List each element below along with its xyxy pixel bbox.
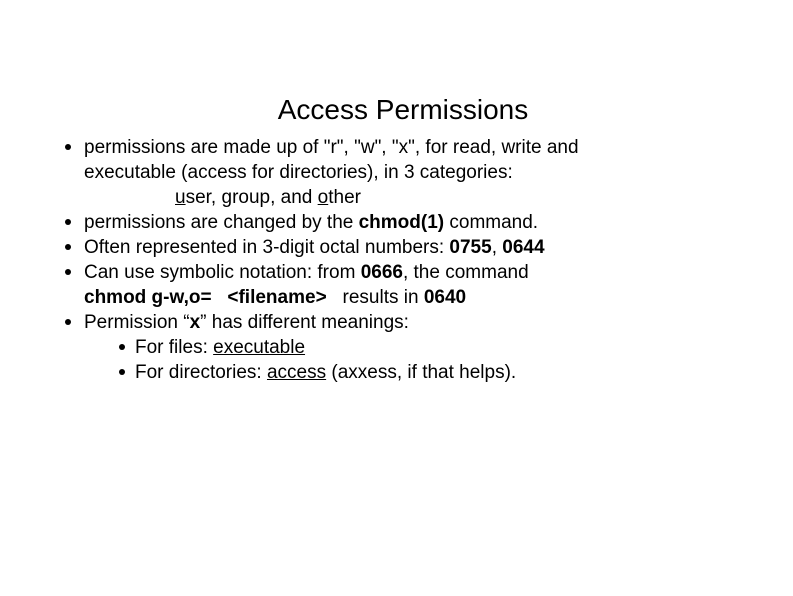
bullet-item-chmod [84,210,579,235]
text: command. [444,212,539,233]
command-name: chmod(1) [358,212,445,233]
permission-letter: x [189,312,201,333]
octal-value: 0644 [502,237,545,258]
command-example: chmod g-w,o= <filename> [84,287,327,308]
underlined-letter: g [221,187,233,208]
text: , the command [402,262,529,283]
bullet-dot-icon [119,344,125,350]
bullet-item-x-meaning [84,310,579,335]
underlined-term: access [266,362,327,383]
octal-value: 0755 [449,237,492,258]
text: ” has different meanings: [200,312,409,333]
text: ther [328,187,361,208]
underlined-letter: o [317,187,329,208]
text: , [491,237,503,258]
bullet-dot-icon [65,244,71,250]
underlined-letter: u [175,187,186,208]
text: For directories: [135,362,267,383]
text: roup, and [232,187,318,208]
text: ser, [185,187,222,208]
bullet-dot-icon [65,319,71,325]
text: permissions are changed by the [84,212,359,233]
octal-value: 0640 [423,287,467,308]
sub-bullet-directories [135,360,579,385]
bullet-list [84,135,579,385]
bullet-line [84,260,579,285]
text: For files: [135,337,214,358]
text: Can use symbolic notation: from [84,262,361,283]
slide-title: Access Permissions [277,94,529,125]
bullet-dot-icon [65,144,71,150]
bullet-dot-icon [65,219,71,225]
bullet-line [84,285,579,310]
sub-bullet-files [135,335,579,360]
bullet-line: executable (access for directories), in 3 categories: [84,162,513,183]
bullet-item-octal [84,235,579,260]
text: Permission “ [84,312,190,333]
octal-value: 0666 [360,262,403,283]
text: Often represented in 3-digit octal numbers: [84,237,450,258]
categories-line [84,185,579,210]
text: results in [326,287,424,308]
text: (axxess, if that helps). [326,362,517,383]
bullet-dot-icon [65,269,71,275]
bullet-dot-icon [119,369,125,375]
bullet-item-permissions-made-up [84,135,579,210]
bullet-line: permissions are made up of "r", "w", "x", for read, write and [84,137,579,158]
underlined-term: executable [213,337,306,358]
bullet-item-symbolic [84,260,579,310]
